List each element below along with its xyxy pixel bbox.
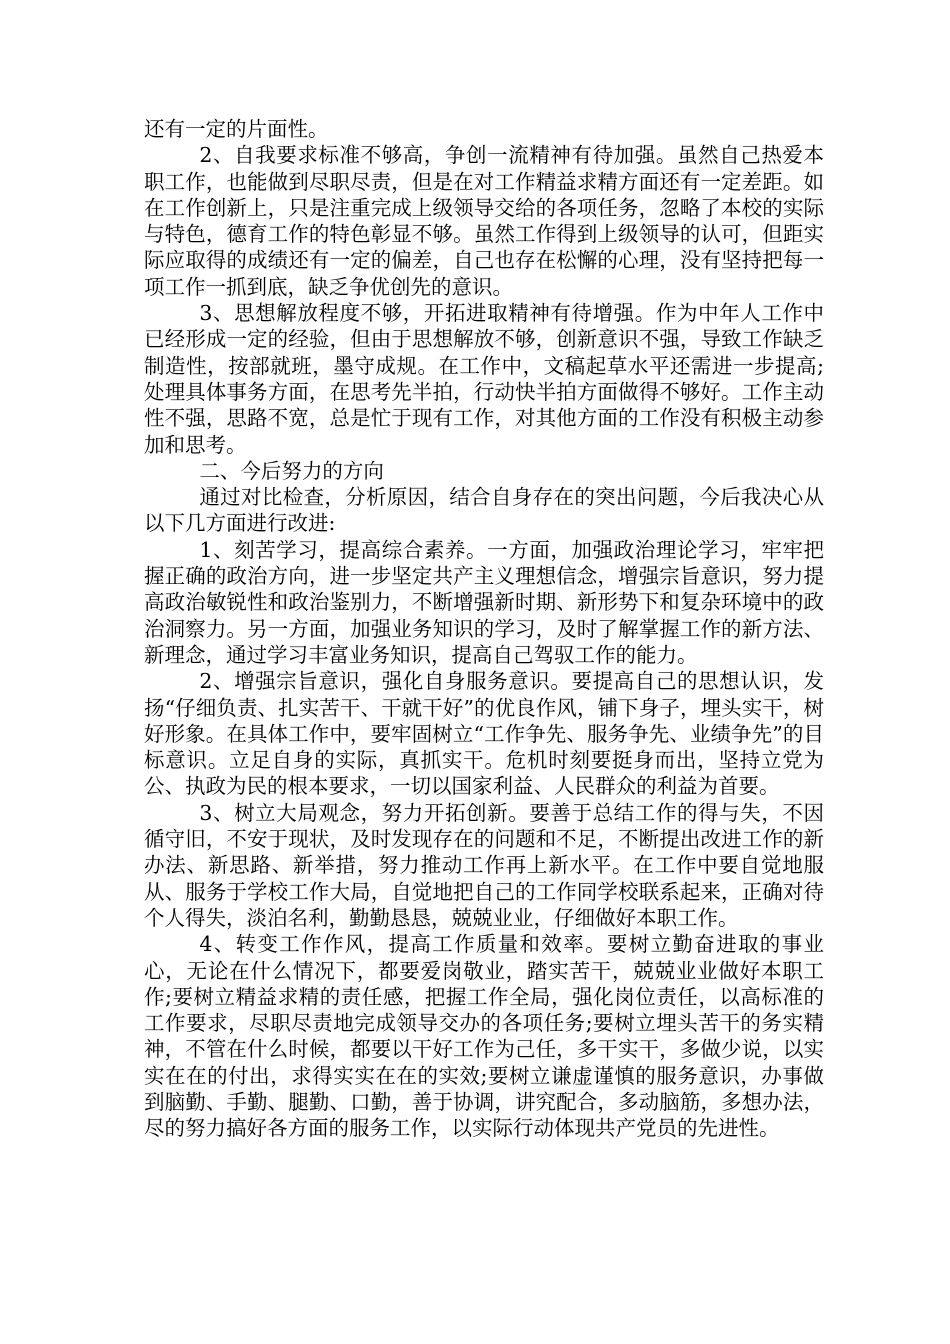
paragraph-improvement-3-overall: 3、树立大局观念，努力开拓创新。要善于总结工作的得与失，不因循守旧，不安于现状，及时发现存在的问题和不足，不断提出改进工作的新办法、新思路、新举措，努力推动工作再上新水平。在工作中要自觉地服从、服务于学校工作大局，自觉地把自己的工作同学校联系起来，正确对待个人得失，淡泊名利，勤勤恳恳，兢兢业业，仔细做好本职工作。 [144,800,824,930]
paragraph-continuation: 还有一定的片面性。 [144,117,329,141]
paragraph-improvement-2-service: 2、增强宗旨意识，强化自身服务意识。要提高自己的思想认识，发扬“仔细负责、扎实苦干、干就干好”的优良作风，铺下身子，埋头实干，树好形象。在具体工作中，要牢固树立“工作争先、服务争先、业绩争先”的目标意识。立足自身的实际，真抓实干。危机时刻要挺身而出，坚持立党为公、执政为民的根本要求，一切以国家利益、人民群众的利益为首要。 [144,669,824,799]
paragraph-item-2-standards: 2、自我要求标准不够高，争创一流精神有待加强。虽然自己热爱本职工作，也能做到尽职尽责，但是在对工作精益求精方面还有一定差距。如在工作创新上，只是注重完成上级领导交给的各项任务，忽略了本校的实际与特色，德育工作的特色彰显不够。虽然工作得到上级领导的认可，但距实际应取得的成绩还有一定的偏差，自己也存在松懈的心理，没有坚持把每一项工作一抓到底，缺乏争优创先的意识。 [144,143,824,299]
section-heading-future-direction: 二、今后努力的方向 [199,458,384,483]
paragraph-intro-improvements: 通过对比检查，分析原因，结合自身存在的突出问题，今后我决心从以下几方面进行改进: [144,485,824,536]
paragraph-improvement-4-workstyle: 4、转变工作作风，提高工作质量和效率。要树立勤奋进取的事业心，无论在什么情况下，都要爱岗敬业，踏实苦干，兢兢业业做好本职工作;要树立精益求精的责任感，把握工作全局，强化岗位责任，以高标准的工作要求，尽职尽责地完成领导交办的各项任务;要树立埋头苦干的务实精神，不管在什么时候，都要以干好工作为己任，多干实干，多做少说，以实实在在的付出，求得实实在在的实效;要树立谦虚谨慎的服务意识，办事做到脑勤、手勤、腿勤、口勤，善于协调，讲究配合，多动脑筋，多想办法，尽的努力搞好各方面的服务工作，以实际行动体现共产党员的先进性。 [144,932,824,1141]
paragraph-improvement-1-study: 1、刻苦学习，提高综合素养。一方面，加强政治理论学习，牢牢把握正确的政治方向，进一步坚定共产主义理想信念，增强宗旨意识，努力提高政治敏锐性和政治鉴别力，不断增强新时期、新形势下和复杂环境中的政治洞察力。另一方面，加强业务知识的学习，及时了解掌握工作的新方法、新理念，通过学习丰富业务知识，提高自己驾驭工作的能力。 [144,537,824,667]
document-body [144,116,824,1142]
paragraph-item-3-thinking: 3、思想解放程度不够，开拓进取精神有待增强。作为中年人工作中已经形成一定的经验，但由于思想解放不够，创新意识不强，导致工作缺乏制造性，按部就班，墨守成规。在工作中，文稿起草水平还需进一步提高;处理具体事务方面，在思考先半拍，行动快半拍方面做得不够好。工作主动性不强，思路不宽，总是忙于现有工作，对其他方面的工作没有积极主动参加和思考。 [144,301,824,457]
